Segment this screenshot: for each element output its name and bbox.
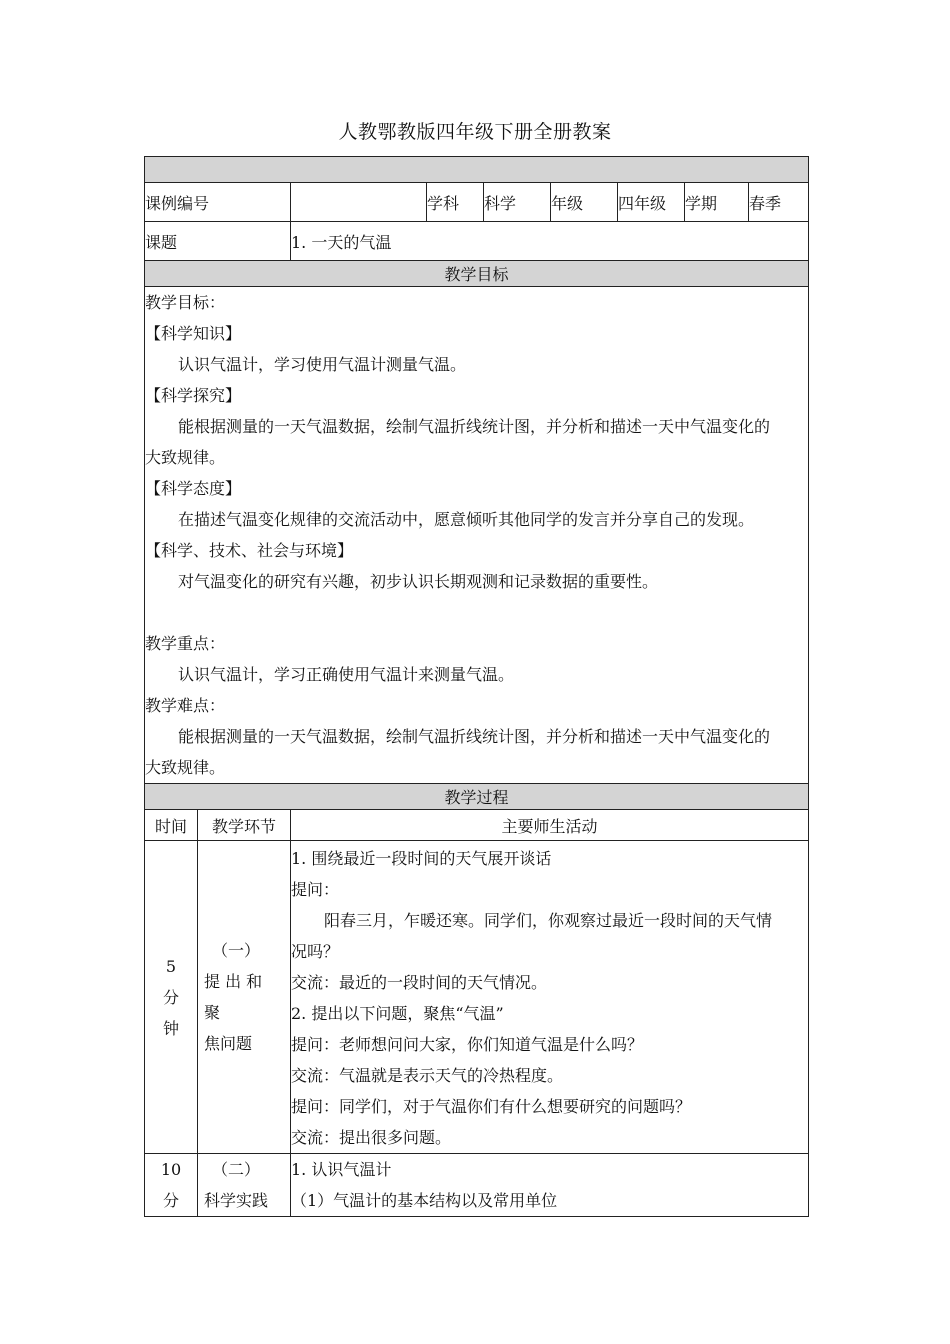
sts-text: 对气温变化的研究有兴趣，初步认识长期观测和记录数据的重要性。 <box>178 572 659 591</box>
stage2-title: 科学实践 <box>204 1191 269 1210</box>
col-time-header: 时间 <box>145 810 198 841</box>
process-section-title: 教学过程 <box>145 784 809 810</box>
subject-value: 科学 <box>484 183 551 222</box>
topic-value: 1. 一天的气温 <box>291 222 809 261</box>
activity-line: 2. 提出以下问题，聚焦“气温” <box>291 1004 504 1023</box>
col-stage-header: 教学环节 <box>198 810 291 841</box>
inquiry-text-line1: 能根据测量的一天气温数据，绘制气温折线统计图，并分析和描述一天中气温变化的 <box>178 417 771 436</box>
inquiry-text-line2: 大致规律。 <box>145 448 226 467</box>
goals-intro: 教学目标： <box>145 293 226 312</box>
top-gray-band <box>145 157 809 183</box>
subject-label: 学科 <box>427 183 484 222</box>
topic-label: 课题 <box>145 222 291 261</box>
goals-section-title: 教学目标 <box>145 261 809 287</box>
activity-line: 提问：老师想问问大家，你们知道气温是什么吗？ <box>291 1035 644 1054</box>
col-activity-header: 主要师生活动 <box>291 810 809 841</box>
activity-line: 提问：同学们，对于气温你们有什么想要研究的问题吗？ <box>291 1097 692 1116</box>
blank-line <box>145 597 808 628</box>
activity-line: 交流：最近的一段时间的天气情况。 <box>291 973 548 992</box>
difficult-point-text-line2: 大致规律。 <box>145 758 226 777</box>
activity-line: （1）气温计的基本结构以及常用单位 <box>291 1191 558 1210</box>
knowledge-text: 认识气温计，学习使用气温计测量气温。 <box>178 355 467 374</box>
key-point-text: 认识气温计，学习正确使用气温计来测量气温。 <box>178 665 515 684</box>
activity-line: 1. 认识气温计 <box>291 1160 392 1179</box>
stage2-name <box>198 1154 291 1217</box>
stage1-time <box>145 841 198 1154</box>
term-label: 学期 <box>685 183 749 222</box>
stage1-activities <box>291 841 809 1154</box>
case-number-value <box>291 183 427 222</box>
difficult-point-label: 教学难点： <box>145 696 226 715</box>
grade-label: 年级 <box>551 183 618 222</box>
activity-line: 交流：提出很多问题。 <box>291 1128 452 1147</box>
attitude-heading: 【科学态度】 <box>145 479 242 498</box>
document-title: 人教鄂教版四年级下册全册教案 <box>338 121 612 143</box>
stage2-time-unit: 分 <box>162 1191 179 1210</box>
stage2-time <box>145 1154 198 1217</box>
activity-line: 1. 围绕最近一段时间的天气展开谈话 <box>291 849 552 868</box>
lesson-plan-table <box>144 156 809 1217</box>
key-point-label: 教学重点： <box>145 634 226 653</box>
term-value: 春季 <box>749 183 809 222</box>
attitude-text: 在描述气温变化规律的交流活动中，愿意倾听其他同学的发言并分享自己的发现。 <box>178 510 755 529</box>
stage1-title-line2: 焦问题 <box>204 1034 253 1053</box>
activity-line: 况吗？ <box>291 942 340 961</box>
goals-content <box>145 287 809 784</box>
activity-line: 提问： <box>291 880 340 899</box>
stage2-time-number: 10 <box>160 1160 182 1179</box>
stage2-activities <box>291 1154 809 1217</box>
stage1-time-unit-2: 钟 <box>162 1018 179 1038</box>
sts-heading: 【科学、技术、社会与环境】 <box>145 541 354 560</box>
activity-line: 阳春三月，乍暖还寒。同学们，你观察过最近一段时间的天气情 <box>324 911 773 930</box>
difficult-point-text-line1: 能根据测量的一天气温数据，绘制气温折线统计图，并分析和描述一天中气温变化的 <box>178 727 771 746</box>
inquiry-heading: 【科学探究】 <box>145 386 242 405</box>
case-number-label: 课例编号 <box>145 183 291 222</box>
stage2-number: （二） <box>212 1160 261 1179</box>
knowledge-heading: 【科学知识】 <box>145 324 242 343</box>
stage1-number: （一） <box>212 941 261 960</box>
grade-value: 四年级 <box>618 183 685 222</box>
stage1-title-line1: 提 出 和 聚 <box>204 972 263 1022</box>
stage1-name <box>198 841 291 1154</box>
activity-line: 交流：气温就是表示天气的冷热程度。 <box>291 1066 564 1085</box>
stage1-time-unit-1: 分 <box>162 987 179 1007</box>
stage1-time-number: 5 <box>165 956 177 976</box>
